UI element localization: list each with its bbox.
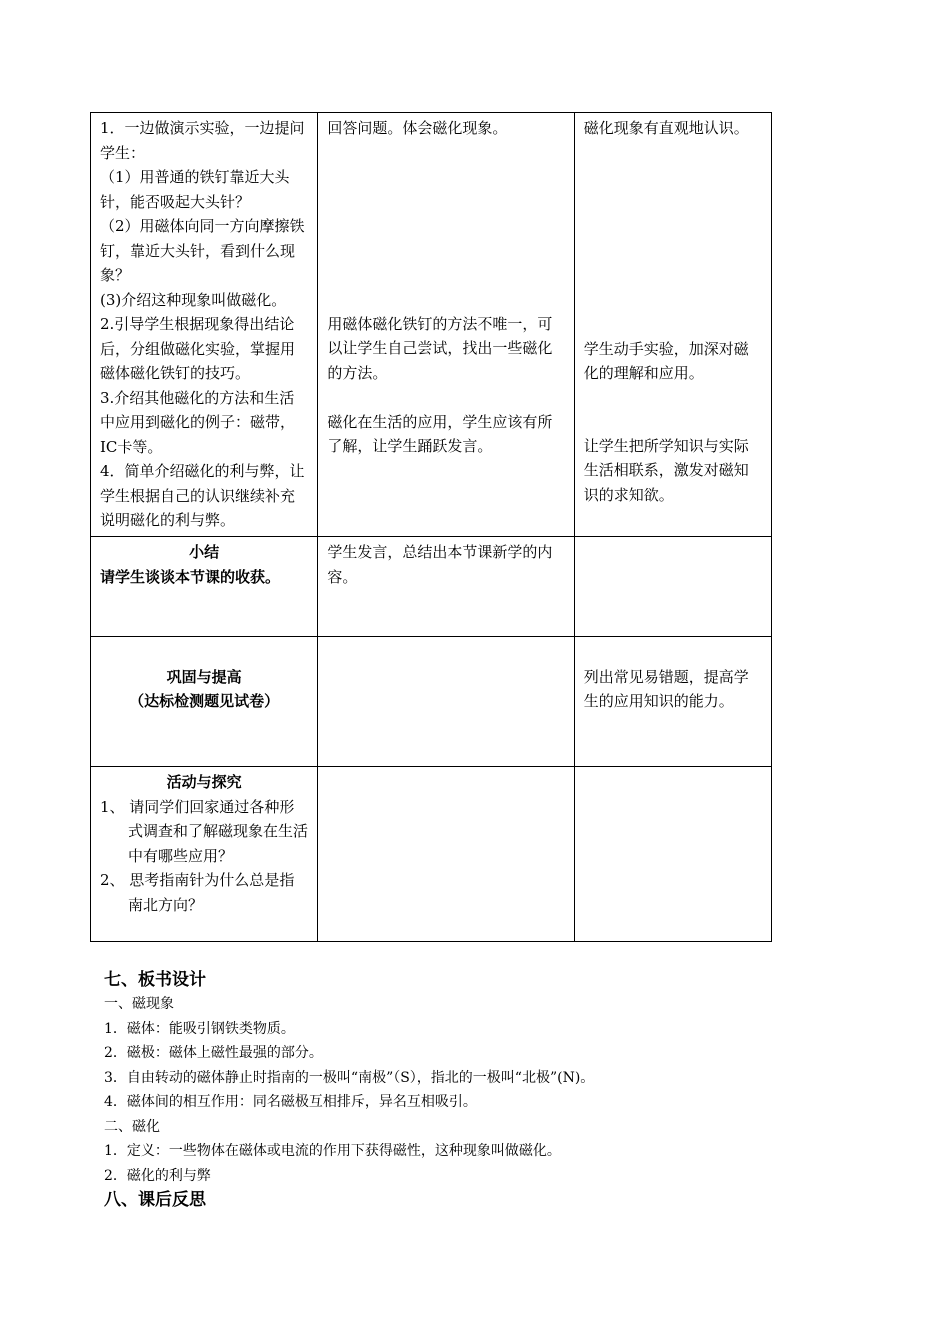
design-intent-cell [574,767,771,942]
cell-text: 学生发言，总结出本节课新学的内容。 [327,543,553,586]
cell-text: 用磁体磁化铁钉的方法不唯一，可以让学生自己尝试，找出一些磁化的方法。 [327,314,553,382]
summary-cell [91,537,318,637]
student-activity-cell [318,113,574,537]
table-row [91,537,772,637]
list-item: （1）用普通的铁钉靠近大头针，能否吸起大头针？ [100,168,290,211]
board-line: 1．定义：一些物体在磁体或电流的作用下获得磁性，这种现象叫做磁化。 [104,1143,561,1159]
cell-text: 回答问题。体会磁化现象。 [327,119,508,137]
summary-subtitle: 请学生谈谈本节课的收获。 [100,567,281,586]
cell-text: 列出常见易错题，提高学生的应用知识的能力。 [583,667,749,710]
list-item: 1、 请同学们回家通过各种形式调查和了解磁现象在生活中有哪些应用？ [100,797,309,865]
board-line: 2．磁极：磁体上磁性最强的部分。 [104,1045,323,1061]
board-design-section [104,968,904,1212]
cell-text: 让学生把所学知识与实际生活相联系，激发对磁知识的求知欲。 [583,436,749,504]
board-line: 一、磁现象 [104,996,174,1012]
list-item: （2）用磁体向同一方向摩擦铁钉，靠近大头针，看到什么现象？ [100,217,305,284]
board-line: 1．磁体：能吸引钢铁类物质。 [104,1020,295,1037]
table-row [91,637,772,767]
list-item: 2.引导学生根据现象得出结论后，分组做磁化实验，掌握用磁体磁化铁钉的技巧。 [100,315,296,382]
board-line: 4．磁体间的相互作用：同名磁极互相排斥，异名互相吸引。 [104,1094,477,1110]
cell-text [584,540,762,565]
design-intent-cell [574,637,771,767]
cell-text: 磁化现象有直观地认识。 [583,119,749,137]
consolidation-title: 巩固与提高 [166,667,242,686]
design-intent-cell [574,537,771,637]
activity-cell [91,767,318,942]
section-heading: 八、课后反思 [104,1190,206,1210]
list-item: 2、 思考指南针为什么总是指南北方向？ [100,871,295,914]
cell-text: 磁化在生活的应用，学生应该有所了解，让学生踊跃发言。 [327,412,553,455]
student-activity-cell [318,537,574,637]
list-item: (3)介绍这种现象叫做磁化。 [100,290,287,309]
list-item: 3.介绍其他磁化的方法和生活中应用到磁化的例子：磁带，IC卡等。 [100,388,296,456]
section-heading: 七、板书设计 [104,970,206,990]
list-item: 1．一边做演示实验，一边提问学生： [100,119,305,162]
consolidation-cell [91,637,318,767]
board-line: 3．自由转动的磁体静止时指南的一极叫“南极”（S），指北的一极叫“北极”(N)。 [104,1069,595,1086]
student-activity-cell [318,637,574,767]
activity-title: 活动与探究 [166,773,242,791]
student-activity-cell [318,767,574,942]
list-item: 4．简单介绍磁化的利与弊，让学生根据自己的认识继续补充说明磁化的利与弊。 [100,462,305,529]
teacher-activity-cell [91,113,318,537]
cell-text [327,770,564,795]
cell-text [327,640,564,665]
table-row [91,113,772,537]
table-row [91,767,772,942]
board-line: 二、磁化 [104,1118,160,1135]
summary-title: 小结 [189,543,220,561]
consolidation-subtitle: （达标检测题见试卷） [129,692,280,710]
design-intent-cell [574,113,771,537]
board-line: 2．磁化的利与弊 [104,1167,211,1184]
lesson-table [90,112,772,942]
cell-text [584,770,762,795]
cell-text: 学生动手实验，加深对磁化的理解和应用。 [583,339,749,382]
